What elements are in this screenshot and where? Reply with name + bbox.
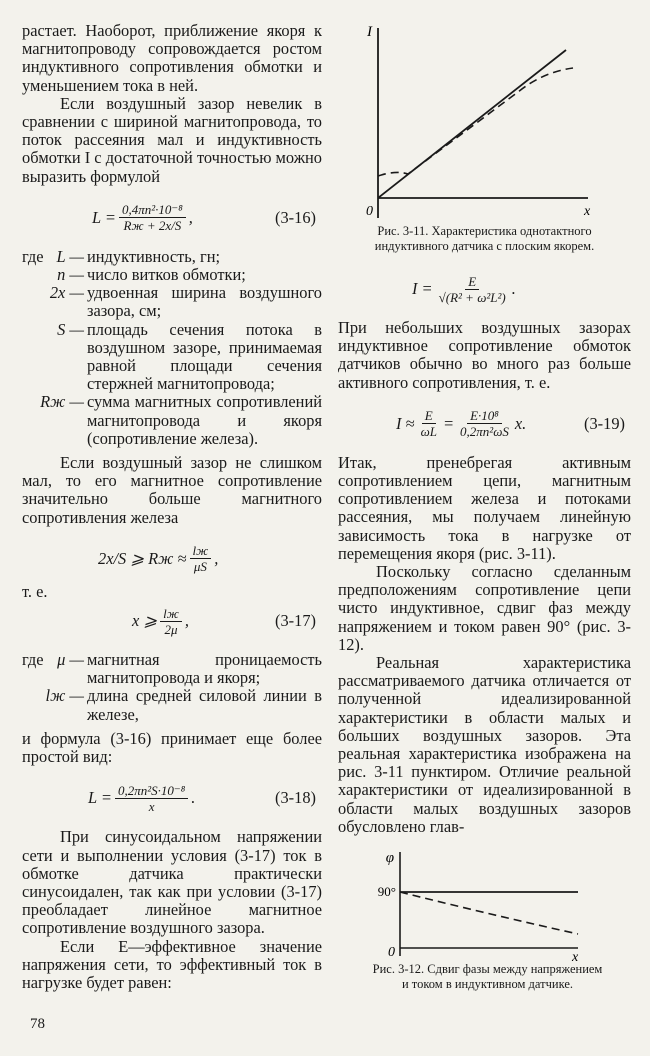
definition-text: удвоенная ширина воздушного зазора, см; <box>87 283 322 321</box>
denominator: √(R² + ω²L²) <box>438 289 506 305</box>
equation-lhs: I = <box>412 278 433 298</box>
origin-label: 0 <box>388 945 395 961</box>
definition-symbol: n — <box>57 265 84 285</box>
definition-row <box>22 248 322 266</box>
equation-current <box>338 267 631 311</box>
definition-symbol: Rж — <box>40 392 84 412</box>
fraction <box>436 274 509 305</box>
paragraph: При небольших воздушных зазорах индуктивное сопротивление обмоток датчиков обычно во много раз больше активного сопротивления, т. е. <box>338 318 631 392</box>
definition-row <box>22 651 322 687</box>
equation-tail: x. <box>514 413 527 433</box>
denominator: Rж + 2x/S <box>123 218 182 234</box>
equation-lhs: L = <box>88 788 112 808</box>
ideal-characteristic-line <box>378 50 566 198</box>
defs-intro: где <box>22 650 44 670</box>
definition-row <box>22 393 322 448</box>
equation-3-17 <box>22 599 322 643</box>
real-phase-dashed <box>400 892 578 934</box>
definition-row <box>22 687 322 723</box>
equation-lhs: L = <box>92 207 116 227</box>
defs-intro: где <box>22 246 44 266</box>
equation-tail: . <box>511 278 516 298</box>
equation-lhs: x ⩾ <box>132 610 158 630</box>
page-number: 78 <box>30 1016 45 1032</box>
equation-number: (3-17) <box>275 610 316 630</box>
definition-symbol: S — <box>57 319 84 339</box>
definition-symbol: 2x — <box>49 283 84 303</box>
fraction <box>457 408 512 439</box>
equation-3-16 <box>22 196 322 240</box>
definition-text: площадь сечения потока в воздушном зазоре, принимаемая равной площади сечения стержней магнитопровода; <box>87 319 322 394</box>
definition-text: длина средней силовой линии в железе, <box>87 686 322 724</box>
x-axis-label: x <box>584 204 591 219</box>
definition-symbol: L — <box>56 246 84 266</box>
origin-label: 0 <box>366 204 373 219</box>
paragraph: Если воздушный зазор невелик в сравнении с шириной магнитопровода, то поток рассеяния мал и индуктивность обмотки I с достаточной точностью можно выразить формулой <box>22 93 322 186</box>
equation-tail: , <box>184 610 189 630</box>
definition-symbol: lж — <box>45 686 84 706</box>
fraction <box>190 543 212 574</box>
level-label: 90° <box>377 884 396 900</box>
numerator: 0,4πn²·10⁻⁸ <box>119 202 186 218</box>
paragraph: растает. Наоборот, приближение якоря к магнитопроводу сопровождается ростом индуктивного сопротивления обмотки и уменьшением тока в ней. <box>22 21 322 95</box>
denominator: μS <box>193 559 207 575</box>
equation-tail: , <box>214 548 219 568</box>
denominator: ωL <box>420 424 437 440</box>
definition-row <box>22 284 322 320</box>
left-column <box>22 22 322 992</box>
y-axis-label: φ <box>385 850 394 867</box>
numerator: E·10⁸ <box>467 408 502 424</box>
equation-number: (3-16) <box>275 207 316 227</box>
figure-3-11 <box>338 22 631 222</box>
definition-text: число витков обмотки; <box>87 265 246 285</box>
paragraph: и формула (3-16) принимает еще более простой вид: <box>22 728 322 767</box>
x-axis-label: x <box>572 950 579 963</box>
numerator: E <box>465 274 479 290</box>
figure-caption: Рис. 3-11. Характеристика однотактного индуктивного датчика с плоским якорем. <box>374 224 595 253</box>
equation-lhs: I ≈ <box>396 413 415 433</box>
numerator: 0,2πn²S·10⁻⁸ <box>115 783 188 799</box>
paragraph: Итак, пренебрегая активным сопротивлением цепи, магнитным сопротивлением железа и потоками рассеяния, мы получаем линейную зависимость тока в нагрузке от перемещения якоря (рис. 3-11). <box>338 452 631 563</box>
paragraph: Если воздушный зазор не слишком мал, то его магнитное сопротивление значительно больше магнитного сопротивления железа <box>22 453 322 527</box>
paragraph: Поскольку согласно сделанным предположениям сопротивление цепи чисто индуктивное, сдвиг фаз между напряжением и током равен 90° (рис. 3-12). <box>338 562 631 654</box>
paragraph: При синусоидальном напряжении сети и выполнении условия (3-17) ток в обмотке датчика практически синусоидален, так как при условии (3-17) преобладает линейное магнитное сопротивление воздушного зазора. <box>22 827 322 938</box>
fraction <box>418 408 440 439</box>
right-column <box>338 22 631 991</box>
definitions-list <box>22 248 322 448</box>
equation-number: (3-19) <box>584 413 625 433</box>
fraction <box>115 783 188 814</box>
fraction <box>160 606 182 637</box>
numerator: lж <box>190 543 212 559</box>
definition-text: сумма магнитных сопротивлений магнитопровода и якоря (сопротивление железа). <box>87 392 322 448</box>
equation-number: (3-18) <box>275 788 316 808</box>
paragraph-te: т. е. <box>22 581 48 601</box>
equation-3-18 <box>22 776 322 820</box>
definition-row <box>22 321 322 394</box>
equation-tail: . <box>191 788 196 808</box>
definition-row <box>22 266 322 284</box>
equation-tail: , <box>188 207 193 227</box>
inequality <box>22 537 322 581</box>
denominator: x <box>148 798 155 814</box>
denominator: 2μ <box>164 621 178 637</box>
definition-text: индуктивность, гн; <box>87 246 221 266</box>
fraction <box>119 202 186 233</box>
equation-3-19 <box>338 402 631 446</box>
paragraph: Реальная характеристика рассматриваемого датчика отличается от полученной идеализированной характеристики в области малых и больших воздушных зазоров. Эта реальная характеристика изображена на рис. 3-11 пунктиром. Отличие реальной характеристики от идеализированной в области малых воздушных зазоров обусловлено глав- <box>338 653 631 836</box>
denominator: 0,2πn²ωS <box>460 424 509 440</box>
equals-sign: = <box>442 413 455 433</box>
figure-caption: Рис. 3-12. Сдвиг фазы между напряжением и током в индуктивном датчике. <box>372 962 603 991</box>
paragraph: Если E—эффективное значение напряжения сети, то эффективный ток в нагрузке будет равен: <box>22 936 322 992</box>
figure-3-12 <box>338 844 631 962</box>
definitions-list-2 <box>22 651 322 724</box>
definition-symbol: μ — <box>57 650 84 670</box>
definition-text: магнитная проницаемость магнитопровода и якоря; <box>87 650 322 688</box>
numerator: lж <box>160 606 182 622</box>
y-axis-label: I <box>367 24 372 40</box>
numerator: E <box>422 408 436 424</box>
equation-lhs: 2x/S ⩾ Rж ≈ <box>98 548 187 568</box>
